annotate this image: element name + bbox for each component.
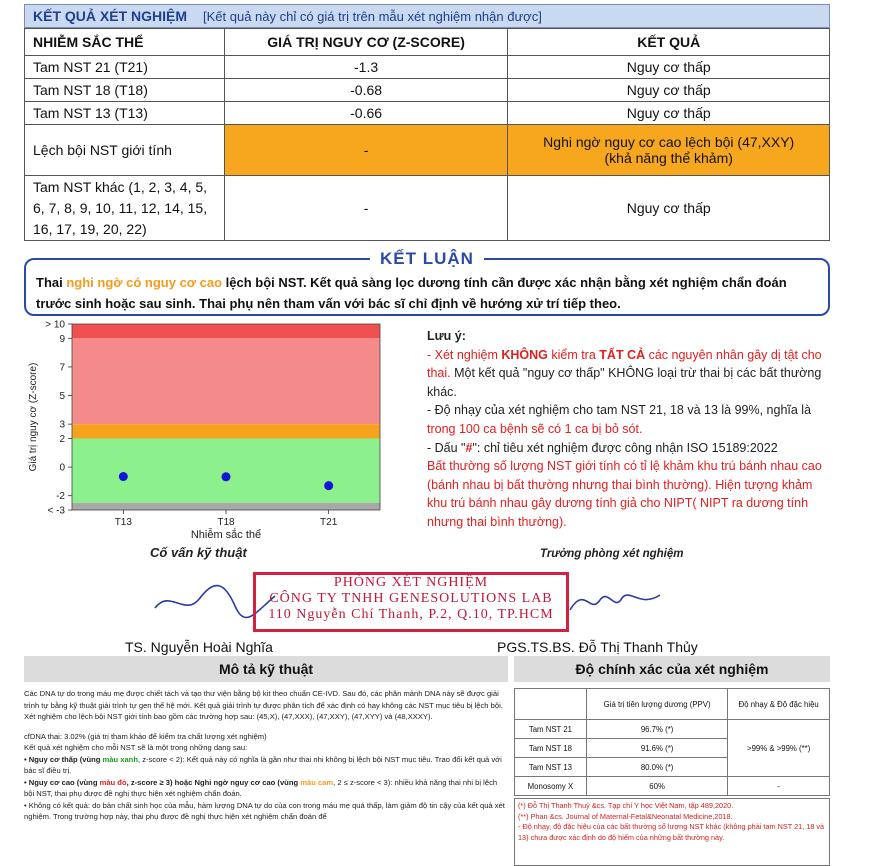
method-b1-a: • Nguy cơ thấp (vùng bbox=[24, 754, 103, 764]
header-result: KẾT QUẢ bbox=[508, 29, 830, 56]
accuracy-references bbox=[514, 798, 830, 866]
chrom-cell: Tam NST khác (1, 2, 3, 4, 5, 6, 7, 8, 9, 10, 11, 12, 14, 15, 16, 17, 19, 20, 22) bbox=[25, 176, 225, 241]
results-title: KẾT QUẢ XÉT NGHIỆM bbox=[33, 8, 188, 24]
results-subtitle: [Kết quả này chỉ có giá trị trên mẫu xét nghiệm nhận được] bbox=[203, 9, 542, 24]
header-zscore: GIÁ TRỊ NGUY CƠ (Z-SCORE) bbox=[224, 29, 508, 56]
note-3-c: ": chỉ tiêu xét nghiệm được công nhận ISO 15189:2022 bbox=[472, 440, 778, 455]
note-2-a: - Độ nhạy của xét nghiệm cho tam NST 21, 18 và 13 là 99%, nghĩa là bbox=[427, 403, 812, 418]
x-tick-label: T13 bbox=[114, 517, 132, 528]
accuracy-name: Tam NST 13 bbox=[515, 758, 587, 777]
y-tick-label: > 10 bbox=[45, 320, 65, 331]
table-row bbox=[25, 176, 830, 241]
table-row bbox=[515, 720, 830, 739]
results-header-row bbox=[25, 29, 830, 56]
conclusion-text bbox=[36, 272, 818, 314]
result-cell: Nguy cơ thấp bbox=[508, 176, 830, 241]
method-p3: Kết quả xét nghiệm cho mỗi NST sẽ là một trong những dạng sau: bbox=[24, 743, 248, 752]
y-axis-label: Giá trị nguy cơ (Z-score) bbox=[28, 362, 39, 472]
note-1-a: - Xét nghiệm bbox=[427, 347, 502, 362]
chart-band bbox=[72, 503, 380, 510]
method-b1-b: màu xanh bbox=[102, 754, 138, 764]
accuracy-ppv: 80.0% (*) bbox=[586, 758, 727, 777]
table-row bbox=[25, 56, 830, 79]
conclusion-prefix: Thai bbox=[36, 275, 67, 290]
conclusion-title: KẾT LUẬN bbox=[370, 249, 484, 269]
result-line: (khả năng thể khảm) bbox=[604, 150, 733, 166]
results-header bbox=[24, 4, 830, 28]
y-tick-label: 0 bbox=[59, 462, 65, 474]
right-signer-name: PGS.TS.BS. Đỗ Thị Thanh Thủy bbox=[497, 639, 698, 655]
chrom-cell: Lệch bội NST giới tính bbox=[25, 125, 225, 176]
method-b3: • Không có kết quả: do bản chất sinh học của mẫu, hàm lượng DNA tự do của con trong máu mẹ quá thấp, làm giảm độ tin cậy của kết quả xét nghiệm. Trong trường hợp này, thai phụ được đề nghị thực hiện xét nghiệm chẩn đoán để bbox=[24, 800, 505, 821]
note-2-b: trong 100 ca bệnh sẽ có 1 ca bị bỏ sót. bbox=[427, 421, 643, 436]
left-signer-name: TS. Nguyễn Hoài Nghĩa bbox=[125, 639, 273, 655]
data-point bbox=[222, 472, 231, 481]
y-tick-label: 7 bbox=[59, 362, 65, 374]
result-cell: Nguy cơ thấp bbox=[508, 79, 830, 102]
data-point bbox=[324, 481, 333, 490]
x-tick-label: T21 bbox=[320, 517, 338, 528]
note-3-b: # bbox=[465, 440, 473, 455]
conclusion-rest: lệch bội NST. Kết quả sàng lọc dương tính cần được xác nhận bằng xét nghiệm chẩn đoán trước sinh hoặc sau sinh. Thai phụ nên tham vấn với bác sĩ chỉ định về hướng xử trí tiếp theo. bbox=[36, 275, 787, 311]
note-1-c: kiểm tra bbox=[547, 347, 600, 362]
method-b2 bbox=[24, 777, 508, 800]
stamp-line: 110 Nguyễn Chí Thanh, P.2, Q.10, TP.HCM bbox=[268, 607, 554, 622]
results-table bbox=[24, 28, 830, 241]
accuracy-ppv-header: Giá trị tiên lượng dương (PPV) bbox=[586, 689, 727, 720]
result-cell: Nguy cơ thấp bbox=[508, 56, 830, 79]
method-b2-e: , 2 ≤ z-score < 3): nhiều khả năng thai nhi bị lệch bội NST, thai phụ được đề nghị thực hiện xét nghiệm chẩn đoán. bbox=[24, 777, 498, 798]
stamp-line: PHÒNG XÉT NGHIỆM bbox=[333, 575, 489, 590]
header-chromosome: NHIỄM SẮC THỂ bbox=[25, 29, 225, 56]
table-row bbox=[515, 777, 830, 796]
note-3 bbox=[427, 439, 827, 458]
note-1-b: KHÔNG bbox=[501, 347, 548, 362]
method-text bbox=[24, 688, 508, 823]
chrom-cell: Tam NST 18 (T18) bbox=[25, 79, 225, 102]
method-b2-c: , z-score ≥ 3) hoặc Nghi ngờ nguy cơ cao (vùng bbox=[126, 777, 301, 787]
right-signer-title: Trưởng phòng xét nghiệm bbox=[540, 548, 684, 560]
y-tick-label: 2 bbox=[59, 433, 65, 445]
note-4: Bất thường số lượng NST giới tính có tỉ lệ khảm khu trú bánh nhau cao (bánh nhau bị bất thường nhưng thai bình thường). Hiện tượng khảm khu trú bánh nhau gây dương tính giả cho NIPT( NIPT ra dương tính nhưng thai bình thường). bbox=[427, 459, 822, 529]
reference-2: (**) Phan &cs. Journal of Maternal-Fetal&Neonatal Medicine,2018. bbox=[518, 811, 733, 821]
table-row bbox=[25, 102, 830, 125]
x-tick-label: T18 bbox=[217, 517, 235, 528]
accuracy-header-row bbox=[515, 689, 830, 720]
note-1-e: các nguyên nhân gây dị tật cho thai. bbox=[427, 347, 822, 381]
y-tick-label: -2 bbox=[56, 491, 65, 503]
note-3-a: - Dấu " bbox=[427, 440, 466, 455]
note-2 bbox=[427, 401, 827, 438]
data-point bbox=[119, 472, 128, 481]
method-b2-d: màu cam bbox=[300, 777, 334, 787]
accuracy-ppv: 91.6% (*) bbox=[586, 739, 727, 758]
y-tick-label: 5 bbox=[59, 391, 65, 403]
zscore-cell: -1.3 bbox=[224, 56, 508, 79]
table-row bbox=[25, 79, 830, 102]
y-tick-label: 3 bbox=[59, 419, 65, 431]
chart-band bbox=[72, 424, 380, 438]
conclusion-highlight: nghi ngờ có nguy cơ cao bbox=[66, 275, 223, 290]
lab-stamp bbox=[253, 572, 569, 632]
note-1-d: TẤT CẢ bbox=[599, 347, 646, 362]
accuracy-sens: - bbox=[728, 777, 830, 796]
method-p2: cfDNA thai: 3.02% (giá trị tham khảo để kiểm tra chất lượng xét nghiệm) bbox=[24, 731, 267, 741]
method-p1: Các DNA tự do trong máu mẹ được chiết tách và tạo thư viện bằng bộ kit theo chuẩn CE-IVD. Sau đó, các phân mảnh DNA này sẽ được giải trình tự bằng kỹ thuật giải trình tự gen thế hệ mới. Kết quả giải trình tự được phân tích để xác định có hay không các NST mục tiêu bị lệch bội. Xét nghiệm cho lệch bội NST giới tính bao gồm các trường hợp sau: (45,X), (47,XXX), (47,XXY), (47,XYY) và (48,XXXY). bbox=[24, 689, 503, 721]
y-tick-label: < -3 bbox=[47, 505, 65, 517]
note-1-f: Một kết quả "nguy cơ thấp" KHÔNG loại trừ thai bị các bất thường khác. bbox=[427, 366, 822, 399]
reference-3: - Độ nhạy, độ đặc hiệu của các bất thường số lượng NST khác (không phải tam NST 21, 18 và 13) chưa được xác định do độ hiếm của những bất thường này. bbox=[518, 822, 825, 842]
method-header: Mô tả kỹ thuật bbox=[24, 656, 508, 682]
x-axis-label: Nhiễm sắc thể bbox=[190, 529, 262, 541]
zscore-cell: -0.66 bbox=[224, 102, 508, 125]
method-b2-a: • Nguy cơ cao (vùng bbox=[24, 777, 100, 787]
notes-title: Lưu ý: bbox=[427, 329, 466, 343]
accuracy-ppv: 60% bbox=[586, 777, 727, 796]
result-cell: Nguy cơ thấp bbox=[508, 102, 830, 125]
reference-1: (*) Đỗ Thị Thanh Thuỷ &cs. Tạp chí Y học Việt Nam, tập 489,2020. bbox=[518, 801, 734, 810]
method-b2-b: màu đỏ bbox=[99, 777, 127, 787]
result-cell-high-risk bbox=[508, 125, 830, 176]
accuracy-name: Monosomy X bbox=[515, 777, 587, 796]
chart-band bbox=[72, 324, 380, 338]
accuracy-sens: >99% & >99% (**) bbox=[728, 720, 830, 777]
accuracy-name: Tam NST 18 bbox=[515, 739, 587, 758]
chart-band bbox=[72, 438, 380, 502]
zscore-cell: -0.68 bbox=[224, 79, 508, 102]
accuracy-name: Tam NST 21 bbox=[515, 720, 587, 739]
zscore-cell: - bbox=[224, 176, 508, 241]
accuracy-header: Độ chính xác của xét nghiệm bbox=[514, 656, 830, 682]
zscore-chart bbox=[22, 320, 392, 542]
accuracy-table bbox=[514, 688, 830, 796]
chrom-cell: Tam NST 13 (T13) bbox=[25, 102, 225, 125]
result-line: Nghi ngờ nguy cơ cao lệch bội (47,XXY) bbox=[543, 134, 795, 150]
chrom-cell: Tam NST 21 (T21) bbox=[25, 56, 225, 79]
left-signer-title: Cố vấn kỹ thuật bbox=[150, 545, 247, 560]
method-b1-c: , z-score < 2): Kết quả này có nghĩa là gần như thai nhi không bị lệch bội NST mục tiêu. Trao đổi kết quả với bác sĩ điều trị. bbox=[24, 754, 502, 775]
right-signature-scribble bbox=[560, 580, 670, 620]
stamp-line: CÔNG TY TNHH GENESOLUTIONS LAB bbox=[269, 591, 553, 606]
accuracy-empty-cell bbox=[515, 689, 587, 720]
table-row bbox=[25, 125, 830, 176]
chart-band bbox=[72, 338, 380, 424]
accuracy-ppv: 96.7% (*) bbox=[586, 720, 727, 739]
notes-block bbox=[427, 327, 827, 532]
method-b1 bbox=[24, 754, 508, 777]
note-1 bbox=[427, 346, 827, 402]
zscore-cell: - bbox=[224, 125, 508, 176]
accuracy-sens-header: Độ nhạy & Độ đặc hiệu bbox=[728, 689, 830, 720]
y-tick-label: 9 bbox=[59, 333, 65, 345]
